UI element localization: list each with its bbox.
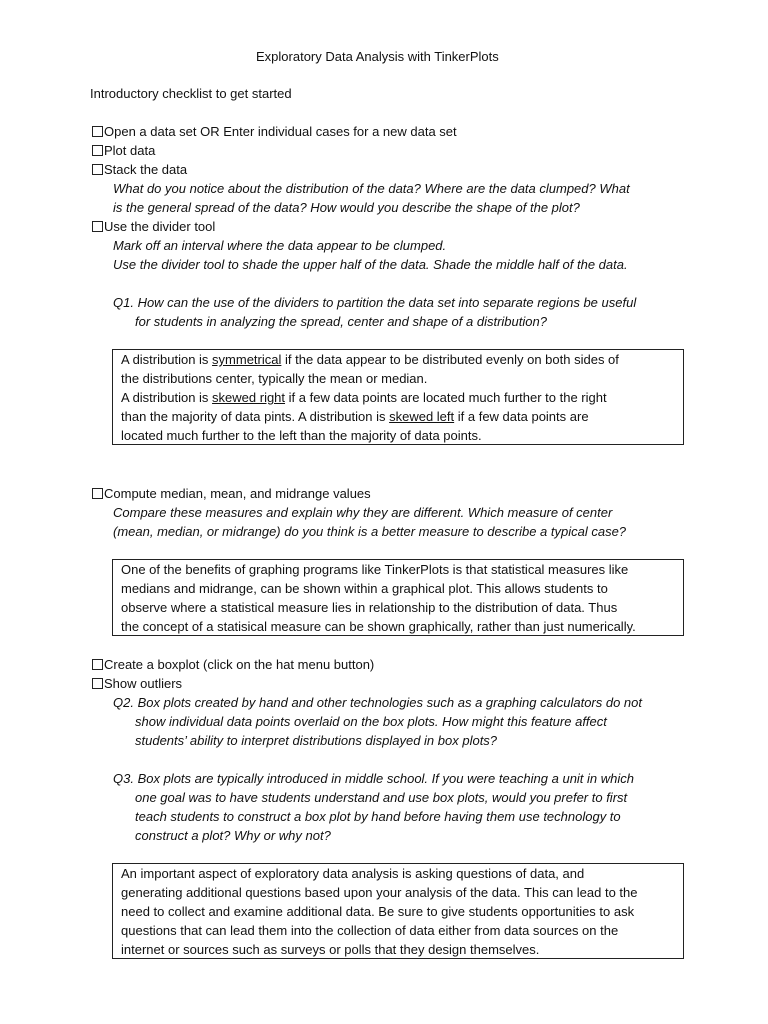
- checkbox-icon: [92, 145, 103, 156]
- definition-line: than the majority of data pints. A distribution is skewed left if a few data points are: [121, 409, 589, 424]
- question-1-line-1: Q1. How can the use of the dividers to partition the data set into separate regions be useful: [113, 295, 637, 310]
- checkbox-icon: [92, 488, 103, 499]
- checklist-label: Use the divider tool: [104, 219, 216, 234]
- stack-prompt-line-1: What do you notice about the distribution of the data? Where are the data clumped? What: [113, 181, 630, 196]
- checkbox-icon: [92, 678, 103, 689]
- checklist-item-open-data: [92, 122, 457, 141]
- checkbox-icon: [92, 126, 103, 137]
- exploratory-line: An important aspect of exploratory data analysis is asking questions of data, and: [121, 866, 585, 881]
- exploratory-line: internet or sources such as surveys or polls that they design themselves.: [121, 942, 540, 957]
- definition-line: A distribution is symmetrical if the data appear to be distributed evenly on both sides of: [121, 352, 619, 367]
- question-2-line-2: show individual data points overlaid on the box plots. How might this feature affect: [135, 714, 607, 729]
- definition-box: [112, 349, 684, 445]
- document-title: Exploratory Data Analysis with TinkerPlots: [256, 49, 499, 64]
- checklist-item-stack: [92, 160, 187, 179]
- exploratory-line: need to collect and examine additional data. Be sure to give students opportunities to ask: [121, 904, 635, 919]
- benefits-line: One of the benefits of graphing programs like TinkerPlots is that statistical measures like: [121, 562, 629, 577]
- checkbox-icon: [92, 164, 103, 175]
- checklist-label: Open a data set OR Enter individual cases for a new data set: [104, 124, 457, 139]
- checklist-label: Show outliers: [104, 676, 183, 691]
- checklist-item-compute: [92, 484, 371, 503]
- checklist-label: Compute median, mean, and midrange values: [104, 486, 371, 501]
- checklist-item-plot: [92, 141, 155, 160]
- compute-prompt-line-1: Compare these measures and explain why they are different. Which measure of center: [113, 505, 613, 520]
- definition-line: A distribution is skewed right if a few data points are located much further to the right: [121, 390, 607, 405]
- intro-heading: Introductory checklist to get started: [90, 86, 292, 101]
- checklist-item-divider: [92, 217, 215, 236]
- divider-prompt-line-1: Mark off an interval where the data appear to be clumped.: [113, 238, 447, 253]
- checkbox-icon: [92, 659, 103, 670]
- definition-line: the distributions center, typically the mean or median.: [121, 371, 428, 386]
- benefits-line: medians and midrange, can be shown within a graphical plot. This allows students to: [121, 581, 608, 596]
- exploratory-line: generating additional questions based upon your analysis of the data. This can lead to the: [121, 885, 638, 900]
- checklist-label: Stack the data: [104, 162, 188, 177]
- checklist-label: Plot data: [104, 143, 156, 158]
- benefits-line: the concept of a statisical measure can be shown graphically, rather than just numerically.: [121, 619, 636, 634]
- benefits-box: [112, 559, 684, 636]
- checklist-item-boxplot: [92, 655, 374, 674]
- question-3-line-1: Q3. Box plots are typically introduced in middle school. If you were teaching a unit in which: [113, 771, 634, 786]
- definition-line: located much further to the left than the majority of data points.: [121, 428, 482, 443]
- question-3-line-4: construct a plot? Why or why not?: [135, 828, 331, 843]
- divider-prompt-line-2: Use the divider tool to shade the upper half of the data. Shade the middle half of the data.: [113, 257, 628, 272]
- checklist-label: Create a boxplot (click on the hat menu button): [104, 657, 375, 672]
- benefits-line: observe where a statistical measure lies in relationship to the distribution of data. Thus: [121, 600, 618, 615]
- question-3-line-2: one goal was to have students understand and use box plots, would you prefer to first: [135, 790, 628, 805]
- checklist-item-outliers: [92, 674, 182, 693]
- question-2-line-3: students’ ability to interpret distributions displayed in box plots?: [135, 733, 498, 748]
- question-1-line-2: for students in analyzing the spread, center and shape of a distribution?: [135, 314, 547, 329]
- compute-prompt-line-2: (mean, median, or midrange) do you think is a better measure to describe a typical case?: [113, 524, 627, 539]
- question-3-line-3: teach students to construct a box plot by hand before having them use technology to: [135, 809, 621, 824]
- checkbox-icon: [92, 221, 103, 232]
- stack-prompt-line-2: is the general spread of the data? How would you describe the shape of the plot?: [113, 200, 580, 215]
- exploratory-box: [112, 863, 684, 959]
- question-2-line-1: Q2. Box plots created by hand and other technologies such as a graphing calculators do not: [113, 695, 643, 710]
- exploratory-line: questions that can lead them into the collection of data either from data sources on the: [121, 923, 619, 938]
